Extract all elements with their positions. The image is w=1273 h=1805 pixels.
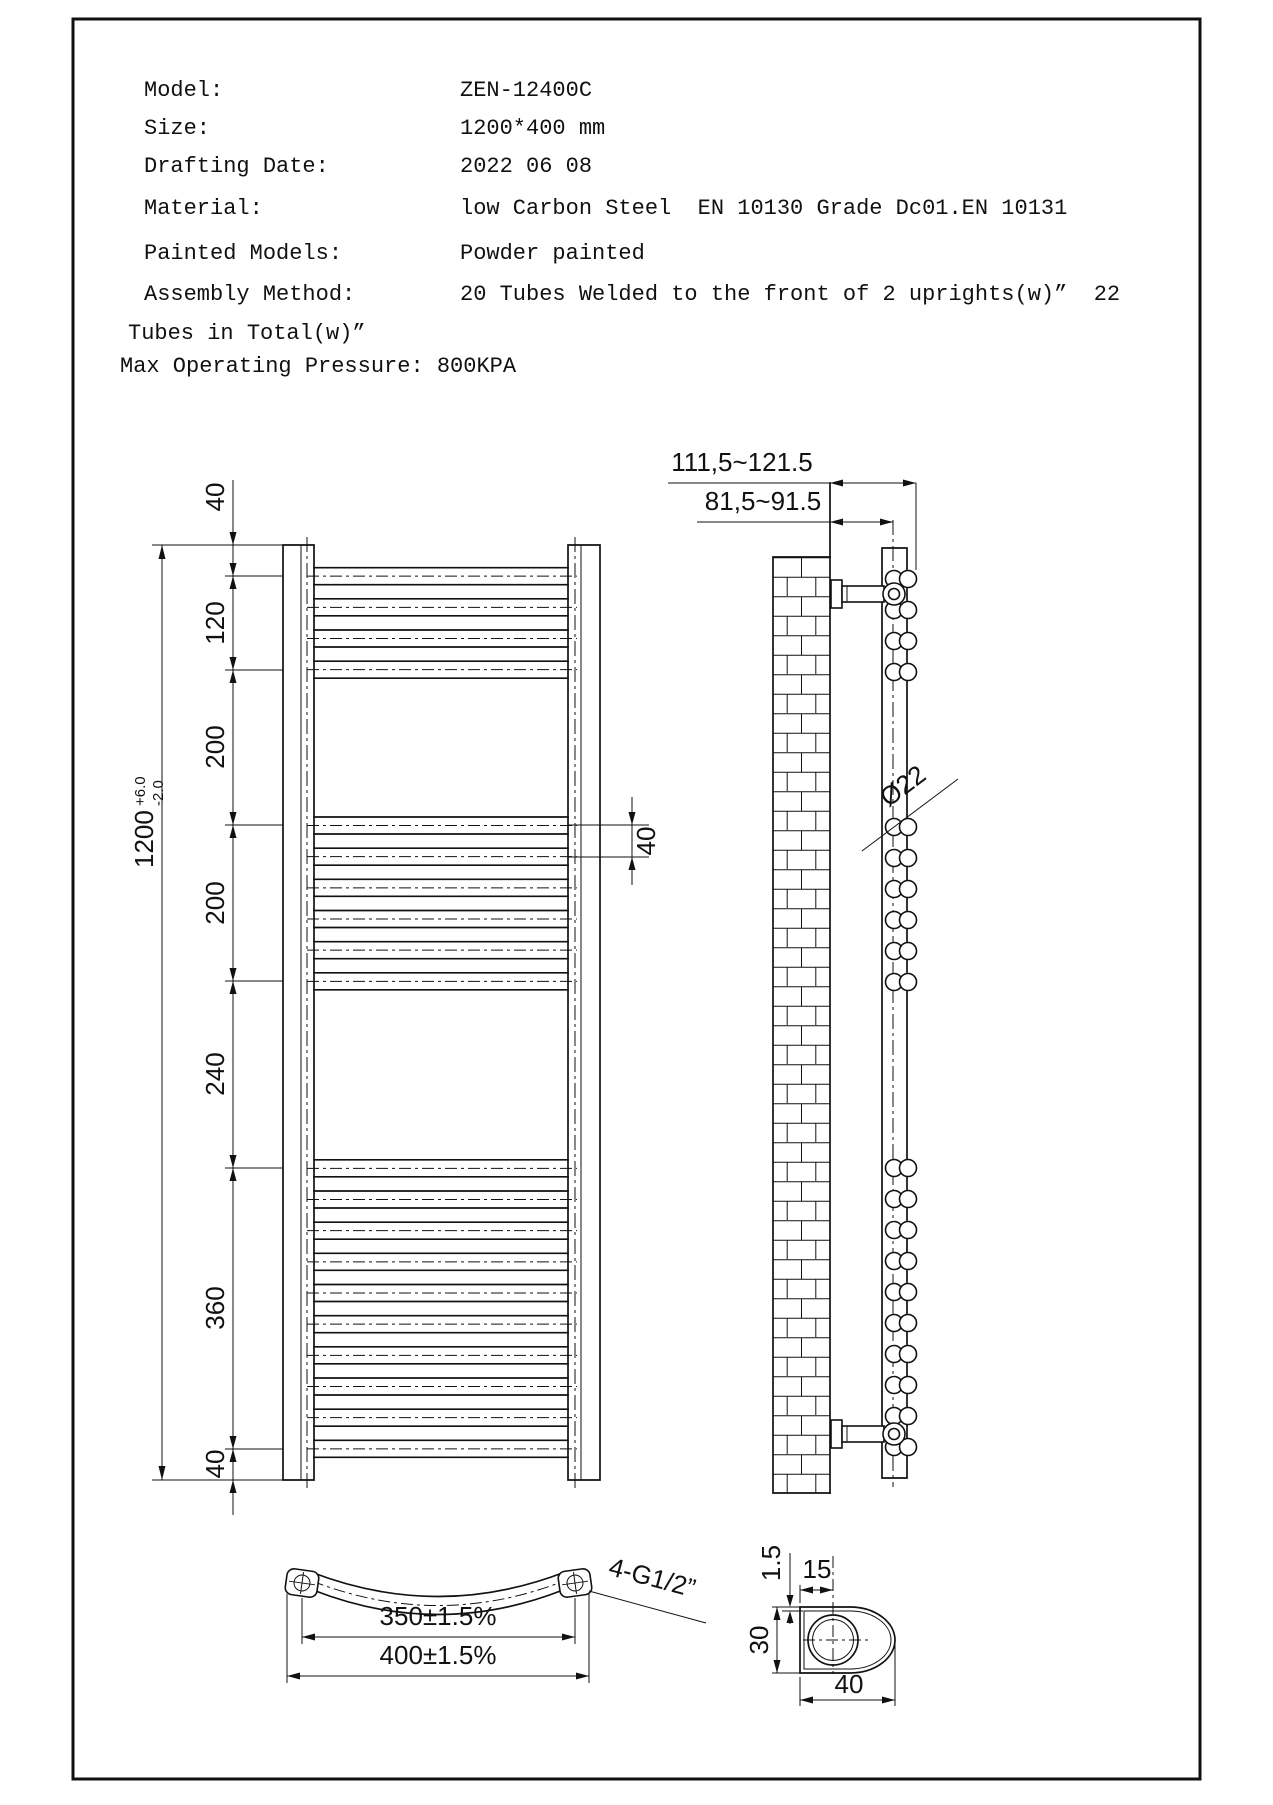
- overall-tol-minus: -2.0: [150, 780, 167, 806]
- spec-material-label: Material:: [144, 196, 263, 221]
- spec-date-label: Drafting Date:: [144, 154, 329, 179]
- overall-height-value: 1200: [129, 810, 159, 868]
- rail-end-fitting-left: [284, 1568, 319, 1598]
- detail-dim-width: [800, 1644, 895, 1706]
- front-view: [129, 480, 661, 1515]
- chain-dim-40-top: 40: [200, 482, 230, 512]
- front-pitch-dimension: [568, 797, 661, 885]
- spec-pressure-line: Max Operating Pressure: 800KPA: [120, 354, 517, 379]
- dim-width-value: 40: [834, 1669, 864, 1699]
- spec-painted-value: Powder painted: [460, 241, 645, 266]
- spec-model-value: ZEN-12400C: [460, 78, 593, 103]
- spec-size-label: Size:: [144, 116, 211, 141]
- spec-assembly-label: Assembly Method:: [144, 282, 356, 307]
- spec-painted-label: Painted Models:: [144, 241, 343, 266]
- side-tube-diameter-callout: [862, 759, 958, 851]
- spec-table: [120, 78, 1120, 379]
- spec-assembly-cont: Tubes in Total(w)”: [128, 321, 366, 346]
- thread-label: 4-G1/2”: [605, 1551, 699, 1604]
- chain-dim-360: 360: [200, 1286, 230, 1330]
- detail-dim-thickness: [756, 1545, 803, 1624]
- bottom-dim-centers: [302, 1598, 575, 1644]
- tube-circles: [886, 571, 917, 1456]
- dim-overall-value: 400±1.5%: [379, 1640, 497, 1670]
- tube-rows: [307, 568, 577, 1458]
- side-dim-wall-to-upright: [697, 486, 893, 526]
- dim-center-offset-value: 15: [802, 1554, 832, 1584]
- bottom-view: [284, 1551, 706, 1683]
- dim-wall-to-upright-value: 81,5~91.5: [704, 486, 822, 516]
- chain-dim-200a: 200: [200, 725, 230, 769]
- tube-diameter-value: Ø22: [873, 759, 932, 813]
- chain-dim-200b: 200: [200, 881, 230, 925]
- chain-dim-40-bottom: 40: [200, 1449, 230, 1479]
- spec-size-value: 1200*400 mm: [460, 116, 606, 141]
- front-chain-dimension: [200, 480, 283, 1515]
- dim-flat-height-value: 30: [744, 1625, 774, 1655]
- chain-dim-240: 240: [200, 1052, 230, 1096]
- wall-section: [773, 557, 830, 1493]
- detail-dim-center-offset: [800, 1554, 833, 1603]
- wall-bracket-top: [831, 580, 905, 608]
- wall-bracket-bottom: [831, 1420, 905, 1448]
- rail-end-fitting-right: [557, 1568, 592, 1598]
- chain-dim-120: 120: [200, 601, 230, 645]
- spec-material-value: low Carbon Steel EN 10130 Grade Dc01.EN 10131: [460, 196, 1068, 221]
- dim-centers-value: 350±1.5%: [379, 1601, 497, 1631]
- dim-thickness-value: 1.5: [756, 1544, 786, 1582]
- side-view: [668, 447, 958, 1493]
- spec-date-value: 2022 06 08: [460, 154, 593, 179]
- front-overall-dimension: [129, 545, 283, 1480]
- spec-model-label: Model:: [144, 78, 224, 103]
- detail-view: [744, 1545, 895, 1706]
- spec-assembly-value: 20 Tubes Welded to the front of 2 uprights(w)” 22: [460, 282, 1121, 307]
- overall-tol-plus: +6.0: [132, 776, 149, 806]
- pitch-dim-value: 40: [631, 826, 661, 856]
- dim-wall-to-tube-value: 111,5~121.5: [671, 447, 813, 477]
- thread-callout: [589, 1551, 706, 1623]
